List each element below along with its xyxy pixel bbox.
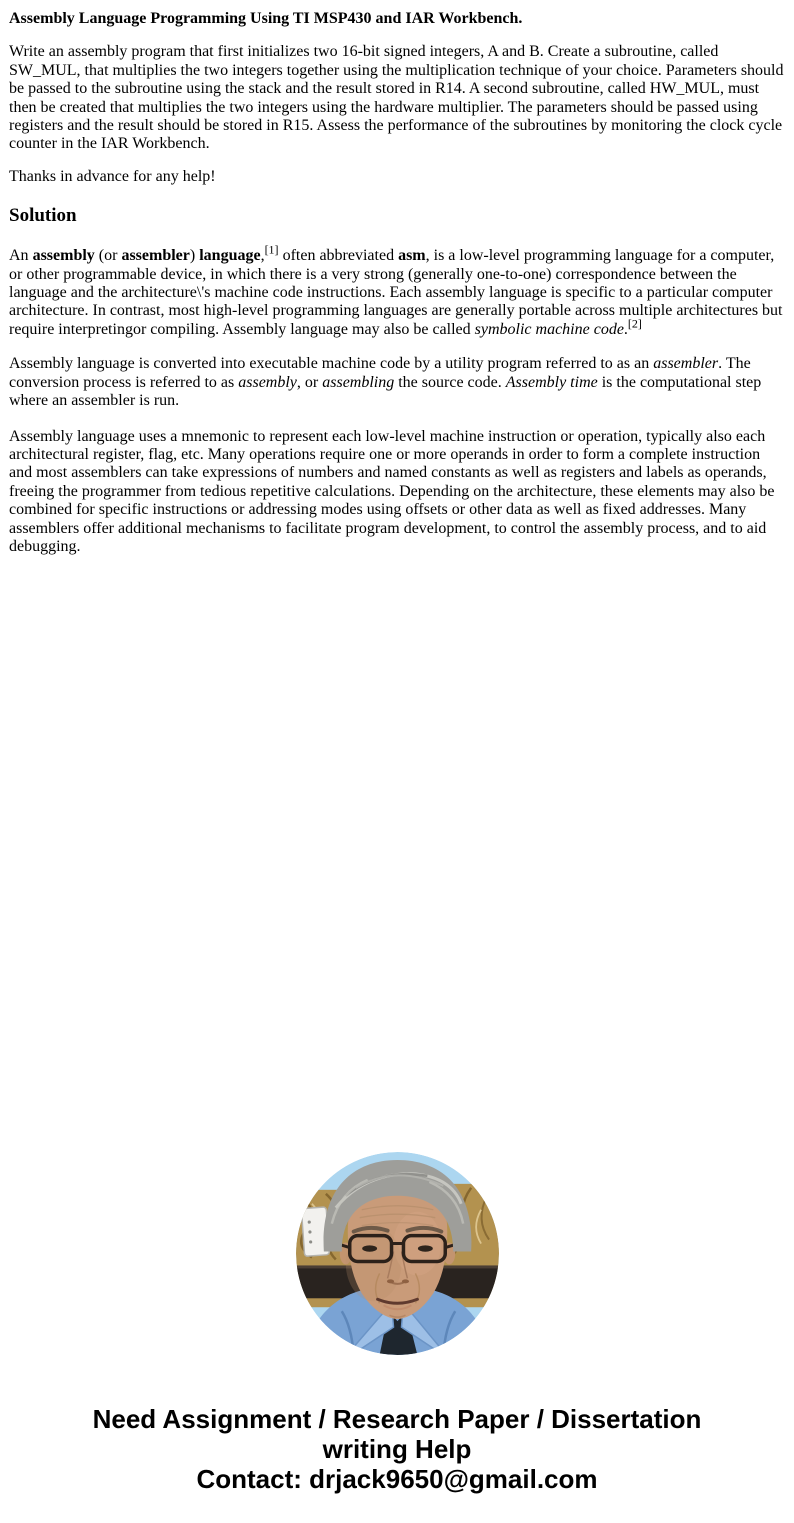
footer-banner <box>9 1404 785 1494</box>
avatar-photo-image <box>296 1152 499 1355</box>
text-segment: [2] <box>627 316 642 331</box>
avatar-eyes <box>362 1246 377 1252</box>
text-segment: , or <box>296 373 323 391</box>
empty-space <box>9 556 785 1152</box>
text-segment: ) <box>189 247 200 265</box>
text-segment: An <box>9 247 33 265</box>
text-segment: assembler <box>121 247 190 265</box>
text-segment: language <box>199 247 261 265</box>
question-thanks: Thanks in advance for any help! <box>9 167 216 185</box>
text-segment: Assembly language is converted into executable machine code by a utility program referred to as an <box>9 355 654 373</box>
footer-contact-email: Contact: drjack9650@gmail.com <box>196 1464 598 1495</box>
text-segment: assembler <box>653 355 719 373</box>
text-segment: symbolic machine code <box>474 320 624 338</box>
text-segment: assembling <box>322 373 395 391</box>
text-segment: . The conversion process is referred to as <box>9 355 751 391</box>
question-title: Assembly Language Programming Using TI MSP430 and IAR Workbench. <box>9 10 523 27</box>
text-segment: assembly <box>238 373 297 391</box>
solution-paragraph-3: Assembly language uses a mnemonic to represent each low-level machine instruction or operation, typically also each architectural register, flag, etc. Many operations require one or more operands in order to form a complete instruction and most assemblers can take expressions of numbers and named constants as well as registers and labels as operands, freeing the programmer from tedious repetitive calculations. Depending on the architecture, these elements may also be combined for specific instructions or addressing modes using offsets or other data as well as fixed addresses. Many assemblers offer additional mechanisms to facilitate program development, to control the assembly process, and to aid debugging. <box>9 427 775 555</box>
text-segment: [1] <box>264 242 279 257</box>
solution-heading: Solution <box>9 205 77 227</box>
text-segment: Assembly time <box>505 373 598 391</box>
footer-line-1: Need Assignment / Research Paper / Dissertation <box>92 1404 702 1435</box>
text-segment: (or <box>94 247 122 265</box>
text-segment: , <box>260 247 265 265</box>
text-segment: , is a low-level programming language for a computer, or other programmable device, in which there is a very strong (generally one-to-one) correspondence between the language and the architecture\'s machine code instructions. Each assembly language is specific to a particular computer architecture. In contrast, most high-level programming languages are generally portable across multiple architectures but require interpretingor compiling. Assembly language may also be called <box>9 247 783 338</box>
solution-paragraph-1 <box>9 242 785 339</box>
text-segment: often abbreviated <box>278 247 399 265</box>
text-segment: is the computational step where an assembler is run. <box>9 373 762 410</box>
text-segment: assembly <box>32 247 95 265</box>
text-segment: . <box>623 320 628 338</box>
avatar <box>296 1152 499 1355</box>
text-segment: the source code. <box>394 373 506 391</box>
text-segment: asm <box>398 247 426 265</box>
solution-paragraph-2 <box>9 355 785 410</box>
footer-line-2: writing Help <box>322 1434 472 1465</box>
question-body: Write an assembly program that first initializes two 16-bit signed integers, A and B. Create a subroutine, called SW_MUL, that multiplies the two integers together using the multiplication technique of your choice. Parameters should be passed to the subroutine using the stack and the result stored in R14. A second subroutine, called HW_MUL, must then be created that multiplies the two integers using the hardware multiplier. The parameters should be passed using registers and the result should be stored in R15. Assess the performance of the subroutines by monitoring the clock cycle counter in the IAR Workbench. <box>9 43 784 153</box>
